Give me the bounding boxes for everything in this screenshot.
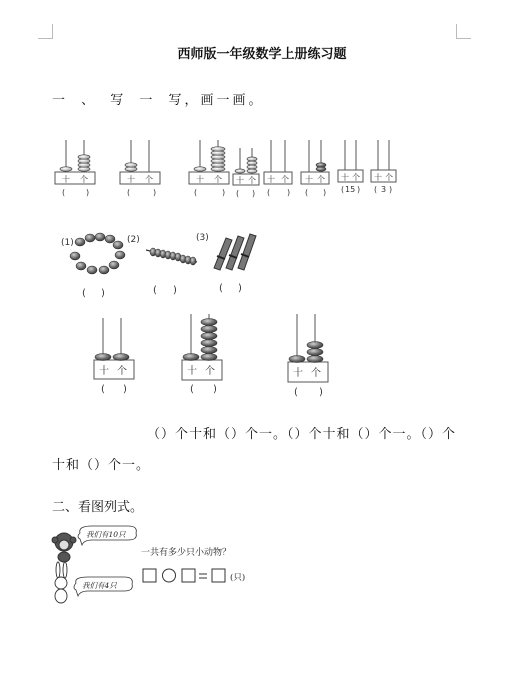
svg-text:(: (	[101, 384, 105, 395]
bundle-label-1: (1)	[61, 238, 74, 248]
large-abacus-answer-blanks	[101, 384, 323, 398]
rabbit-speech-bubble	[74, 577, 132, 596]
ones-label: 个	[80, 175, 88, 184]
page-title: 西师版一年级数学上册练习题	[177, 47, 347, 62]
svg-text:): )	[123, 384, 127, 395]
bundle-label-2: (2)	[127, 235, 140, 245]
tens-label: 十	[341, 173, 349, 182]
svg-text:(: (	[267, 188, 271, 197]
svg-text:(: (	[374, 185, 378, 194]
monkey-illustration	[52, 533, 76, 562]
ones-label: 个	[214, 175, 222, 184]
ones-label: 个	[352, 173, 360, 182]
section2-heading: 二、看图列式。	[52, 500, 144, 515]
svg-text:(: (	[341, 185, 345, 194]
answer-value: 3	[381, 185, 387, 194]
ones-label: 个	[145, 175, 153, 184]
small-abacus-1	[55, 140, 95, 184]
small-abacus-labels	[62, 172, 393, 185]
bundle-row	[61, 233, 256, 299]
svg-text:(: (	[153, 285, 157, 296]
svg-text:): )	[101, 288, 105, 299]
tens-label: 十	[293, 368, 303, 379]
small-abacus-3	[189, 140, 229, 184]
tens-label: 十	[374, 173, 382, 182]
monkey-bubble-text: 我们有10只	[86, 530, 126, 539]
question-line-2: 十和（）个一。	[52, 458, 151, 473]
svg-text:): )	[222, 188, 226, 197]
equation-box-1[interactable]	[143, 569, 156, 582]
svg-text:): )	[389, 185, 393, 194]
svg-text:(: (	[194, 188, 198, 197]
equation-blanks	[143, 569, 225, 582]
svg-text:(: (	[305, 188, 309, 197]
svg-text:(: (	[236, 189, 240, 198]
equation-box-2[interactable]	[182, 569, 195, 582]
answer-value: 15	[345, 185, 356, 194]
rabbit-illustration	[55, 562, 67, 603]
svg-text:): )	[238, 283, 242, 294]
svg-text:): )	[287, 188, 291, 197]
tens-label: 十	[127, 175, 135, 184]
equation-operator-circle[interactable]	[163, 569, 176, 582]
svg-text:(: (	[127, 188, 131, 197]
ones-label: 个	[311, 368, 321, 379]
monkey-speech-bubble	[78, 526, 136, 545]
svg-text:): )	[252, 189, 256, 198]
picture-question-prompt: 一共有多少只小动物？	[141, 548, 232, 558]
stick-bundles	[214, 234, 256, 270]
ones-label: 个	[317, 175, 325, 184]
bead-stick	[146, 248, 197, 265]
small-abacus-2	[120, 140, 160, 184]
ones-label: 个	[385, 173, 393, 182]
bead-necklace	[70, 233, 125, 274]
ones-label: 个	[248, 176, 256, 185]
svg-text:): )	[173, 285, 177, 296]
equation-unit: (只)	[230, 573, 246, 583]
svg-text:(: (	[62, 188, 66, 197]
small-abacus-answer-blanks	[62, 185, 392, 198]
tens-label: 十	[99, 366, 109, 377]
ones-label: 个	[281, 175, 289, 184]
rabbit-bubble-text: 我们有4只	[82, 581, 117, 590]
svg-text:): )	[153, 188, 157, 197]
tens-label: 十	[187, 366, 197, 377]
bundle-label-3: (3)	[196, 233, 209, 243]
ones-label: 个	[205, 366, 215, 377]
tens-label: 十	[196, 175, 204, 184]
svg-text:): )	[357, 185, 361, 194]
svg-text:(: (	[82, 288, 86, 299]
svg-text:(: (	[190, 384, 194, 395]
svg-text:): )	[323, 188, 327, 197]
section1-heading: 一 、 写 一 写，画一画。	[52, 93, 265, 108]
ones-label: 个	[117, 366, 127, 377]
svg-text:(: (	[294, 387, 298, 398]
equation-box-result[interactable]	[212, 569, 225, 582]
svg-text:): )	[86, 188, 90, 197]
picture-question	[52, 526, 245, 603]
tens-label: 十	[267, 175, 275, 184]
question-line-1: （）个十和（）个一。（）个十和（）个一。（）个	[147, 427, 457, 442]
svg-text:): )	[213, 384, 217, 395]
bundle-answer-blanks	[82, 283, 242, 299]
svg-text:): )	[319, 387, 323, 398]
tens-label: 十	[236, 176, 244, 185]
tens-label: 十	[305, 175, 313, 184]
svg-text:(: (	[219, 283, 223, 294]
tens-label: 十	[62, 175, 70, 184]
